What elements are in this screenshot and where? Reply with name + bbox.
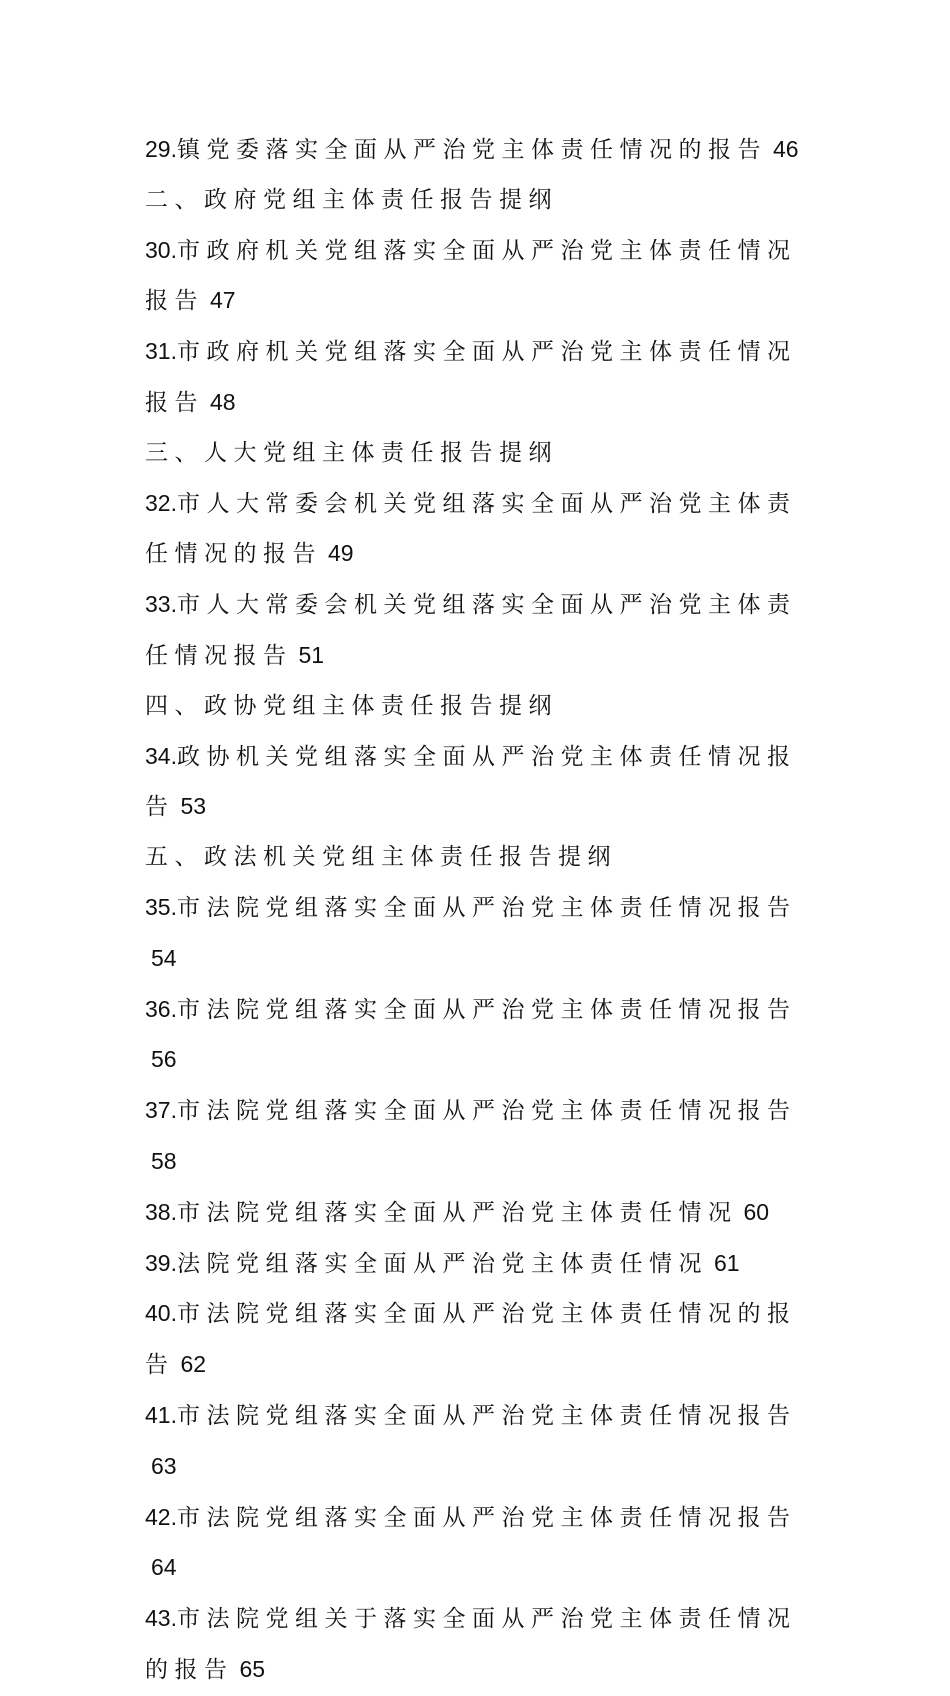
toc-entry-number: 36.	[145, 995, 177, 1022]
toc-page-number: 46	[772, 136, 799, 162]
toc-entry-title: 市法院党组落实全面从严治党主体责任情况报告	[176, 996, 797, 1023]
toc-entry[interactable]	[145, 327, 813, 429]
toc-entry-number: 41.	[145, 1401, 177, 1428]
toc-entry[interactable]	[145, 1391, 813, 1493]
toc-entry-number: 39.	[145, 1249, 177, 1276]
toc-entry-title: 市法院党组落实全面从严治党主体责任情况的报告	[145, 1301, 797, 1379]
toc-entry-number: 34.	[145, 742, 177, 769]
toc-entry[interactable]	[145, 883, 813, 985]
toc-page-number: 56	[151, 1046, 177, 1073]
toc-entry-number: 31.	[145, 338, 177, 365]
toc-page-number: 47	[210, 287, 236, 314]
toc-page-number: 61	[713, 1249, 740, 1276]
toc-page-number: 63	[151, 1452, 177, 1479]
toc-heading-text: 二、政府党组主体责任报告提纲	[145, 186, 558, 213]
toc-entry-title: 市政府机关党组落实全面从严治党主体责任情况报告	[145, 237, 797, 315]
toc-entry-number: 40.	[145, 1300, 177, 1327]
toc-entry-number: 37.	[145, 1097, 177, 1124]
toc-heading-text: 三、人大党组主体责任报告提纲	[145, 439, 558, 466]
toc-entry-title: 市法院党组落实全面从严治党主体责任情况	[176, 1199, 738, 1226]
toc-entry[interactable]	[145, 985, 813, 1087]
toc-page-number: 58	[151, 1147, 177, 1174]
toc-entry-title: 市人大常委会机关党组落实全面从严治党主体责任情况报告	[145, 592, 797, 669]
toc-page-number: 51	[298, 641, 325, 668]
toc-page-number: 48	[210, 388, 236, 415]
toc-entry-number: 38.	[145, 1198, 177, 1225]
toc-page-number: 60	[743, 1198, 770, 1225]
toc-heading-text: 四、政协党组主体责任报告提纲	[145, 692, 558, 719]
toc-page-number: 65	[239, 1655, 266, 1682]
toc-entry-number: 30.	[145, 236, 177, 263]
toc-page-number: 64	[151, 1554, 177, 1581]
toc-page-number: 49	[328, 540, 354, 567]
toc-entry-title: 政协机关党组落实全面从严治党主体责任情况报告	[145, 743, 797, 821]
toc-entry-number: 42.	[145, 1503, 177, 1530]
table-of-contents	[145, 125, 813, 1696]
toc-entry-title: 市法院党组关于落实全面从严治党主体责任情况的报告	[145, 1606, 797, 1683]
toc-entry[interactable]	[145, 125, 813, 176]
toc-entry[interactable]	[145, 580, 813, 682]
toc-entry[interactable]	[145, 479, 813, 581]
toc-entry-title: 法院党组落实全面从严治党主体责任情况	[176, 1250, 708, 1277]
toc-entry[interactable]	[145, 1239, 813, 1290]
toc-heading-text: 五、政法机关党组主体责任报告提纲	[145, 844, 617, 871]
toc-entry-number: 43.	[145, 1605, 177, 1632]
toc-section-heading	[145, 682, 813, 732]
toc-entry-title: 市人大常委会机关党组落实全面从严治党主体责任情况的报告	[145, 490, 797, 568]
toc-entry[interactable]	[145, 1493, 813, 1595]
toc-section-heading	[145, 176, 813, 226]
toc-entry-title: 市政府机关党组落实全面从严治党主体责任情况报告	[145, 339, 797, 416]
toc-entry-number: 35.	[145, 893, 177, 920]
toc-entry[interactable]	[145, 732, 813, 834]
toc-entry[interactable]	[145, 226, 813, 328]
toc-section-heading	[145, 429, 813, 479]
toc-entry-title: 市法院党组落实全面从严治党主体责任情况报告	[176, 894, 797, 921]
toc-entry-title: 市法院党组落实全面从严治党主体责任情况报告	[176, 1402, 797, 1429]
toc-entry[interactable]	[145, 1188, 813, 1239]
toc-entry-number: 29.	[145, 136, 177, 162]
toc-entry-number: 32.	[145, 489, 177, 516]
toc-entry-title: 市法院党组落实全面从严治党主体责任情况报告	[176, 1504, 797, 1531]
toc-section-heading	[145, 833, 813, 883]
toc-entry[interactable]	[145, 1086, 813, 1188]
toc-entry[interactable]	[145, 1594, 813, 1696]
toc-entry-title: 市法院党组落实全面从严治党主体责任情况报告	[176, 1098, 797, 1125]
toc-entry[interactable]	[145, 1289, 813, 1391]
toc-page-number: 53	[180, 793, 207, 820]
toc-page-number: 62	[180, 1351, 207, 1378]
toc-page-number: 54	[151, 944, 177, 971]
toc-entry-title: 镇党委落实全面从严治党主体责任情况的报告	[176, 137, 767, 163]
toc-entry-number: 33.	[145, 591, 177, 618]
